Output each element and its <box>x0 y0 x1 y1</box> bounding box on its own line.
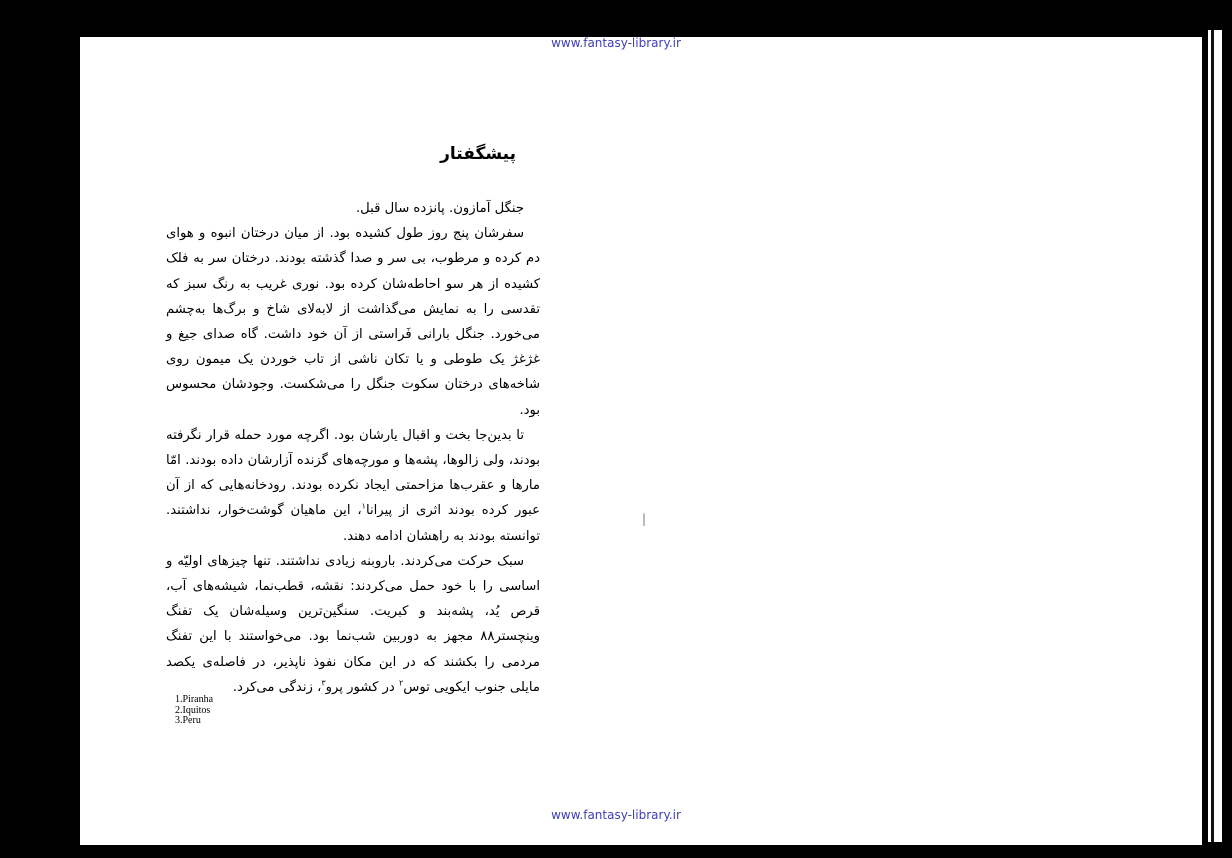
footnote-ref-1: ۱ <box>361 502 366 512</box>
page-edge <box>1208 30 1222 842</box>
paragraph-1 <box>166 196 540 221</box>
footnote-ref-2: ۲ <box>398 678 404 688</box>
paragraph-4-tail2: ، زندگی می‌کرد. <box>232 679 322 695</box>
footnote-1: 1.Piranha <box>175 694 214 705</box>
paragraph-3-text: تا بدین‌جا بخت و اقبال یارشان بود. اگرچه مورد حمله قرار نگرفته بودند، ولی زالوها، پشه‌ها و مورچه‌های گزنده آزارشان داده بودند. امّا مارها و عقرب‌ها مزاحمتی ایجاد نکرده بودند. رودخانه‌هایی که از آن عبور کرده بودند اثری از پیرانا <box>166 427 540 519</box>
footnote-2: 2.Iquitos <box>175 704 211 716</box>
footnotes <box>175 695 213 727</box>
watermark-top: www.fantasy-library.ir <box>551 36 681 50</box>
footnote-ref-3: ۳ <box>321 678 326 688</box>
watermark-bottom: www.fantasy-library.ir <box>551 808 681 822</box>
paragraph-4 <box>166 549 540 700</box>
scan-speck: | <box>642 512 647 526</box>
paragraph-2 <box>166 221 540 423</box>
paragraph-1-text: جنگل آمازون. پانزده سال قبل. <box>355 201 524 216</box>
paragraph-3-tail: ، این ماهیان گوشت‌خوار، نداشتند. توانسته بودند به راهشان ادامه دهند. <box>166 503 540 544</box>
chapter-heading: پیشگفتار <box>440 144 516 164</box>
paragraph-3 <box>166 423 540 549</box>
paragraph-4-tail: در کشور پرو <box>325 679 399 695</box>
body-text <box>166 196 540 700</box>
paragraph-2-text: سفرشان پنج روز طول کشیده بود. از میان درختان انبوه و هوای دم کرده و مرطوب، بی سر و صدا گذشته بودند. درختان سر به فلک کشیده از هر سو احاطه‌شان کرده بود. نوری غریب به رنگ سبز که تقدسی را به نمایش می‌گذاشت از لابه‌لای شاخ و برگ‌ها به‌چشم می‌خورد. جنگل بارانی فَراستی از آن خود داشت. گاه صدای جیغ و غژغژ یک طوطی و یا تکان ناشی از تاب خوردن یک میمون روی شاخه‌های درختان سکوت جنگل را می‌شکست. وجودشان محسوس بود. <box>166 226 540 418</box>
paragraph-4-text: سبک حرکت می‌کردند. باروبنه زیادی نداشتند. تنها چیزهای اولیّه و اساسی را با خود حمل می‌کردند: نقشه، قطب‌نما، شیشه‌های آب، قرص یُد، پشه‌بند و کبریت. سنگین‌ترین وسیله‌شان یک تفنگ وینچستر۸۸ مجهز به دوربین شب‌نما بود. می‌خواستند با این تفنگ مردمی را بکشند که در این مکان نفوذ ناپذیر، در فاصله‌ی یکصد مایلی جنوب ایکویی توس <box>166 553 540 695</box>
footnote-3: 3.Peru <box>175 715 201 726</box>
